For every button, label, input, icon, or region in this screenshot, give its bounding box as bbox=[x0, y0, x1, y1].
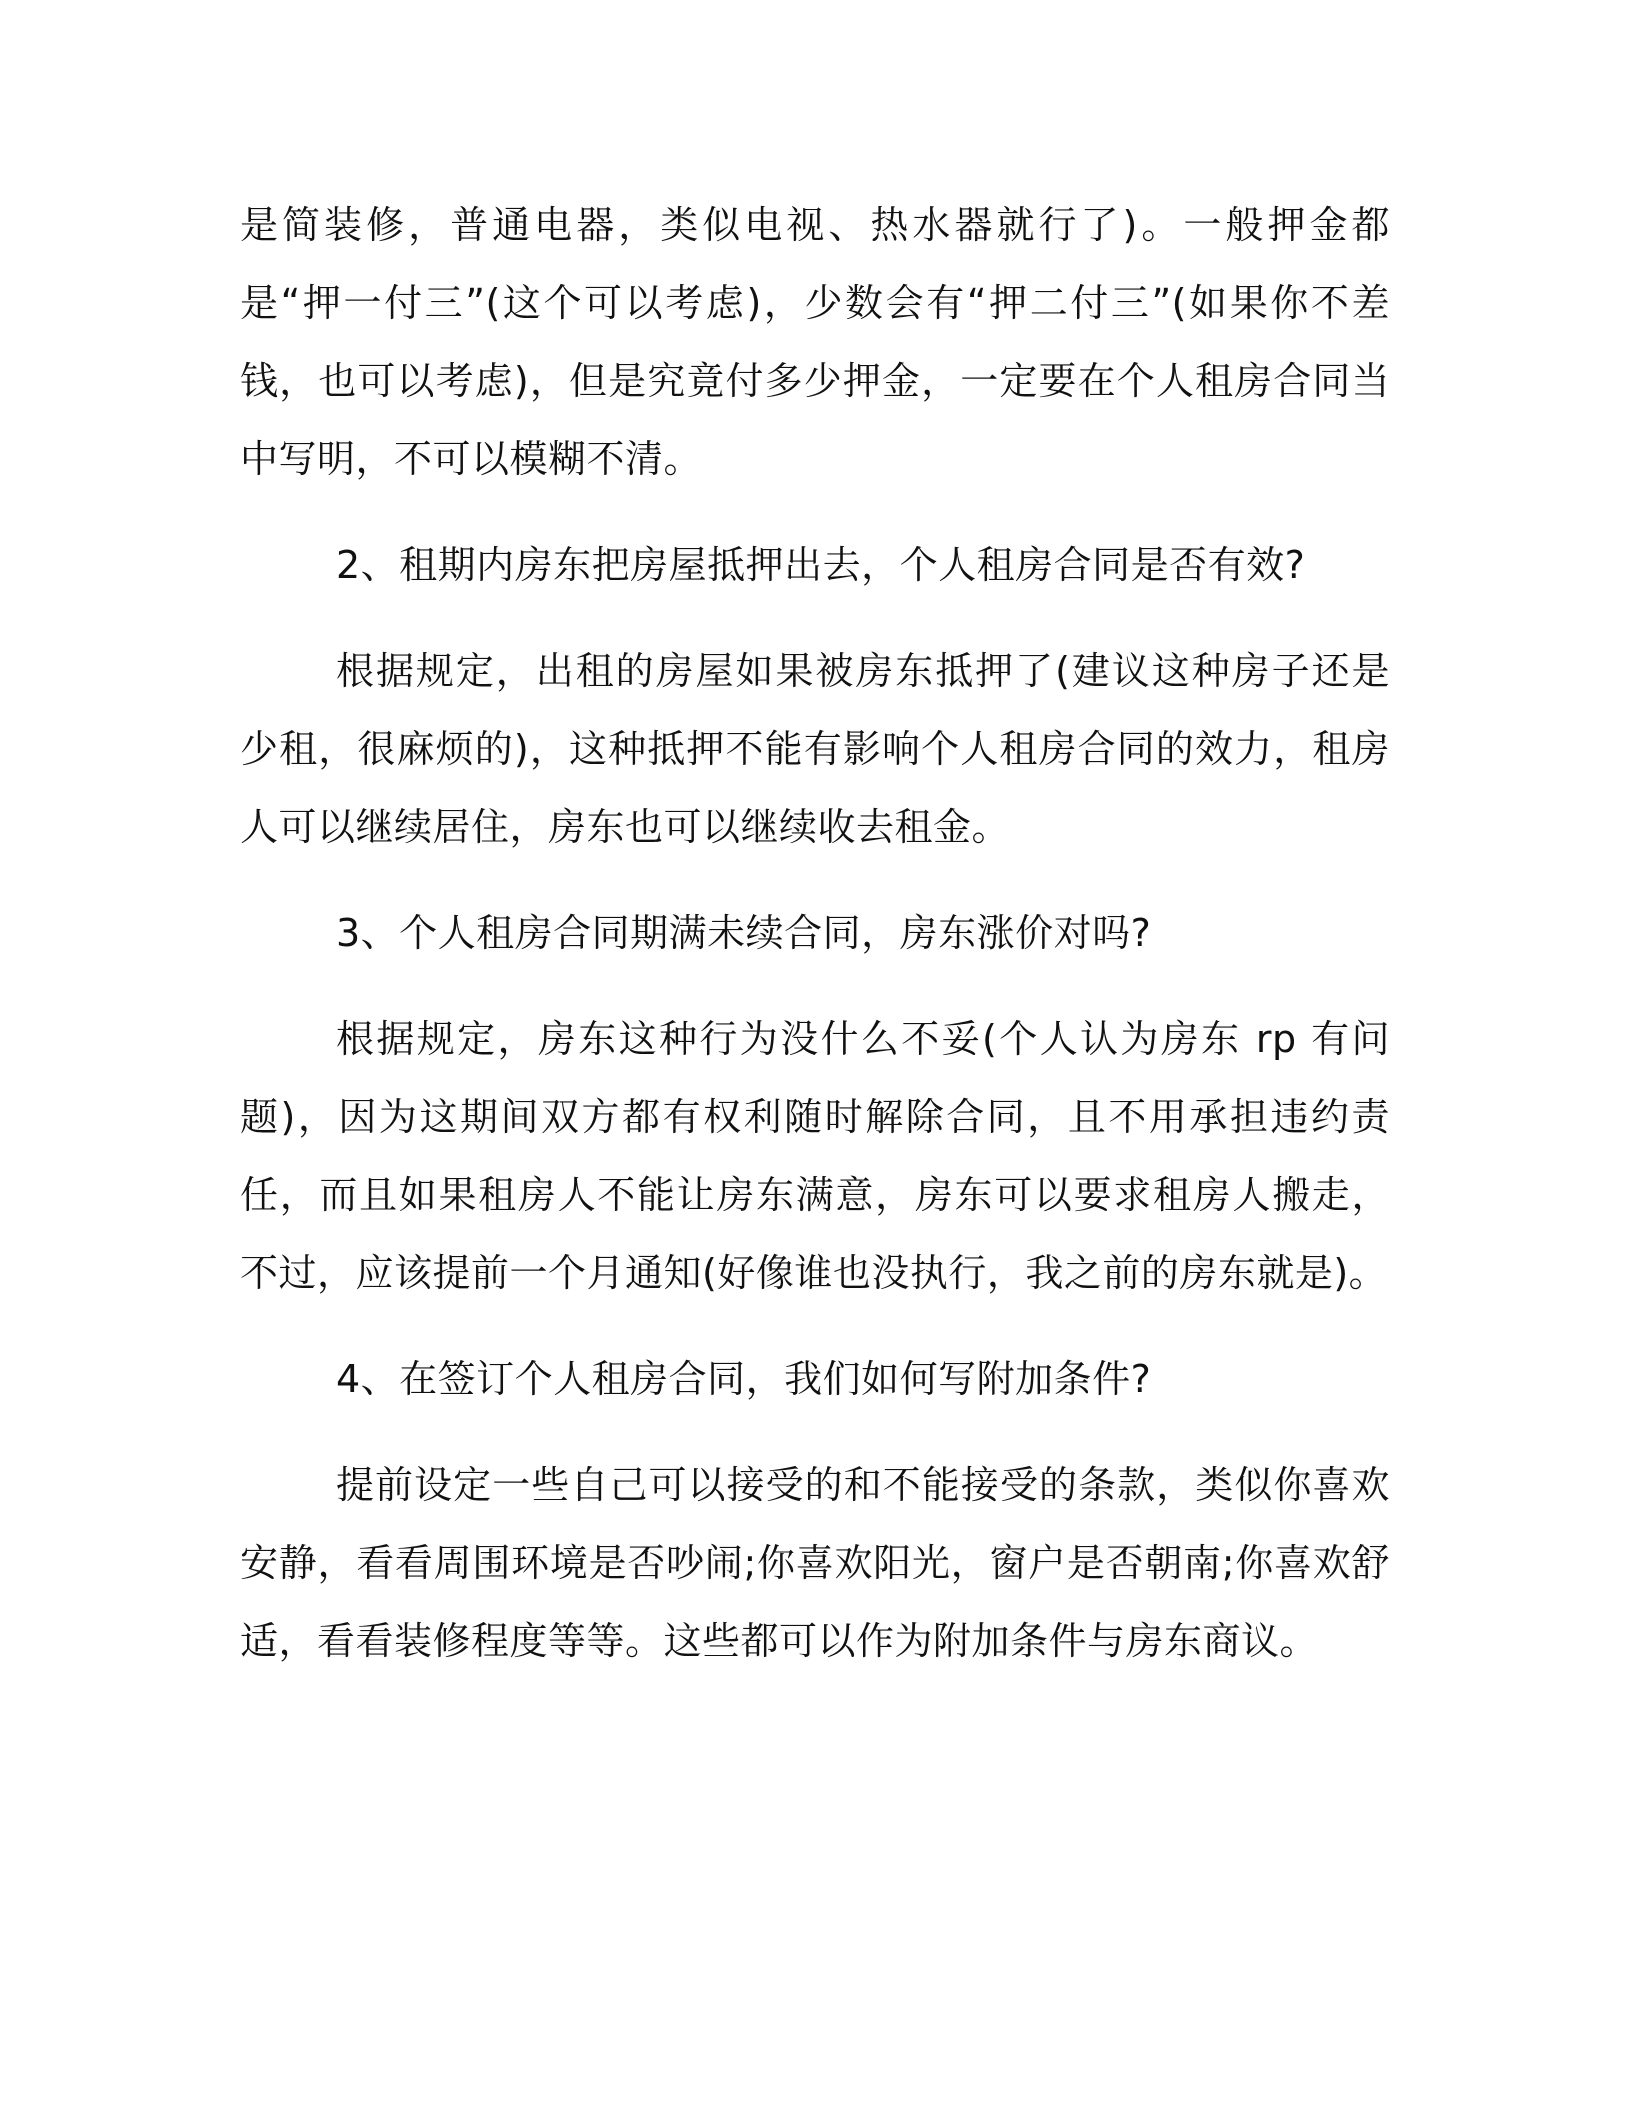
question-heading-3: 3、个人租房合同期满未续合同，房东涨价对吗? bbox=[336, 911, 1152, 955]
document-body bbox=[240, 186, 1390, 1708]
question-heading-4: 4、在签订个人租房合同，我们如何写附加条件? bbox=[336, 1357, 1152, 1401]
paragraph-deposit-continued: 是简装修，普通电器，类似电视、热水器就行了)。一般押金都是“押一付三”(这个可以考虑)，少数会有“押二付三”(如果你不差钱，也可以考虑)，但是究竟付多少押金，一定要在个人租房合同当中写明，不可以模糊不清。 bbox=[240, 203, 1390, 481]
answer-paragraph-3: 根据规定，房东这种行为没什么不妥(个人认为房东 rp 有问题)，因为这期间双方都有权利随时解除合同，且不用承担违约责任，而且如果租房人不能让房东满意，房东可以要求租房人搬走，不过，应该提前一个月通知(好像谁也没执行，我之前的房东就是)。 bbox=[240, 1017, 1390, 1295]
answer-paragraph-2: 根据规定，出租的房屋如果被房东抵押了(建议这种房子还是少租，很麻烦的)，这种抵押不能有影响个人租房合同的效力，租房人可以继续居住，房东也可以继续收去租金。 bbox=[240, 649, 1390, 849]
answer-paragraph-4: 提前设定一些自己可以接受的和不能接受的条款，类似你喜欢安静，看看周围环境是否吵闹;你喜欢阳光，窗户是否朝南;你喜欢舒适，看看装修程度等等。这些都可以作为附加条件与房东商议。 bbox=[240, 1463, 1390, 1663]
question-heading-2: 2、租期内房东把房屋抵押出去，个人租房合同是否有效? bbox=[336, 543, 1306, 587]
